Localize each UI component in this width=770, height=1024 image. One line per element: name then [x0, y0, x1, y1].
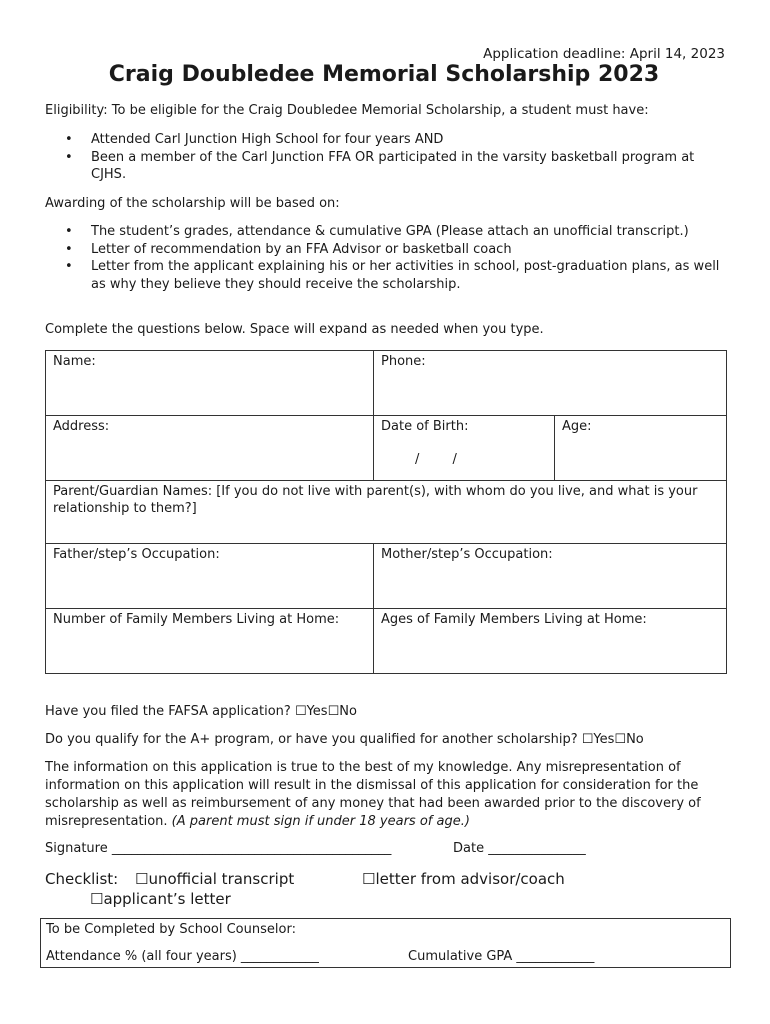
applicant-form	[45, 350, 727, 674]
guardian-label: Parent/Guardian Names: [If you do not live with parent(s), with whom do you live, and what is your relationship to them?]	[53, 484, 698, 516]
guardian-field[interactable]	[46, 481, 727, 544]
name-label: Name:	[53, 354, 96, 369]
eligibility-list	[45, 131, 725, 184]
list-item: • The student’s grades, attendance & cumulative GPA (Please attach an unofficial transcript.)	[45, 223, 725, 241]
phone-label: Phone:	[381, 354, 426, 369]
instructions: Complete the questions below. Space will expand as needed when you type.	[45, 322, 544, 337]
aplus-no-checkbox[interactable]: ☐No	[614, 732, 644, 747]
family-ages-label: Ages of Family Members Living at Home:	[381, 612, 647, 627]
checklist-label: Checklist:	[45, 870, 119, 888]
awarding-intro: Awarding of the scholarship will be based on:	[45, 196, 340, 211]
certification-text	[45, 759, 730, 831]
awarding-list	[45, 223, 725, 293]
counselor-box	[40, 918, 731, 968]
father-occupation-label: Father/step’s Occupation:	[53, 547, 220, 562]
parent-sign-note: (A parent must sign if under 18 years of age.)	[171, 814, 470, 829]
aplus-yes-checkbox[interactable]: ☐Yes	[581, 732, 615, 747]
signature-line	[45, 841, 586, 856]
dob-label: Date of Birth:	[381, 419, 469, 434]
age-field[interactable]	[555, 416, 727, 481]
advisor-letter-checkbox[interactable]: ☐letter from advisor/coach	[362, 870, 565, 888]
fafsa-no-checkbox[interactable]: ☐No	[327, 704, 357, 719]
family-ages-field[interactable]	[374, 609, 727, 674]
aplus-question	[45, 732, 644, 747]
list-item: • Letter of recommendation by an FFA Advisor or basketball coach	[45, 241, 725, 259]
deadline: Application deadline: April 14, 2023	[483, 46, 725, 62]
applicant-letter-checkbox[interactable]: ☐applicant’s letter	[90, 890, 231, 908]
phone-field[interactable]	[374, 351, 727, 416]
mother-occupation-field[interactable]	[374, 544, 727, 609]
fafsa-question-text: Have you filed the FAFSA application?	[45, 704, 291, 719]
list-item: • Letter from the applicant explaining his or her activities in school, post-graduation plans, as well as why they believe they should receive the scholarship.	[45, 258, 725, 293]
eligibility-intro: Eligibility: To be eligible for the Craig Doubledee Memorial Scholarship, a student must have:	[45, 103, 649, 118]
certification-body: The information on this application is true to the best of my knowledge. Any misrepresentation of information on this application will result in the dismissal of this application for consideration for the scholarship as well as reimbursement of any money that had been awarded prior to the discovery of misrepresentation.	[45, 760, 701, 829]
list-item: • Attended Carl Junction High School for four years AND	[45, 131, 725, 149]
gpa-field[interactable]: Cumulative GPA ____________	[408, 949, 595, 964]
attendance-field[interactable]: Attendance % (all four years) ____________	[46, 949, 319, 964]
page-title: Craig Doubledee Memorial Scholarship 2023	[108, 62, 660, 87]
mother-occupation-label: Mother/step’s Occupation:	[381, 547, 553, 562]
address-label: Address:	[53, 419, 110, 434]
family-count-field[interactable]	[46, 609, 374, 674]
name-field[interactable]	[46, 351, 374, 416]
fafsa-question	[45, 704, 357, 719]
fafsa-yes-checkbox[interactable]: ☐Yes	[294, 704, 328, 719]
transcript-checkbox[interactable]: ☐unofficial transcript	[135, 870, 295, 888]
aplus-question-text: Do you qualify for the A+ program, or have you qualified for another scholarship?	[45, 732, 578, 747]
family-count-label: Number of Family Members Living at Home:	[53, 612, 340, 627]
address-field[interactable]	[46, 416, 374, 481]
list-item: • Been a member of the Carl Junction FFA OR participated in the varsity basketball program at CJHS.	[45, 149, 725, 184]
age-label: Age:	[562, 419, 592, 434]
dob-slashes: / /	[415, 452, 457, 467]
signature-field[interactable]: Signature ___________________________________________	[45, 841, 392, 856]
counselor-heading: To be Completed by School Counselor:	[46, 922, 296, 937]
father-occupation-field[interactable]	[46, 544, 374, 609]
checklist	[45, 869, 645, 909]
dob-field[interactable]	[374, 416, 555, 481]
date-field[interactable]: Date _______________	[453, 841, 586, 856]
